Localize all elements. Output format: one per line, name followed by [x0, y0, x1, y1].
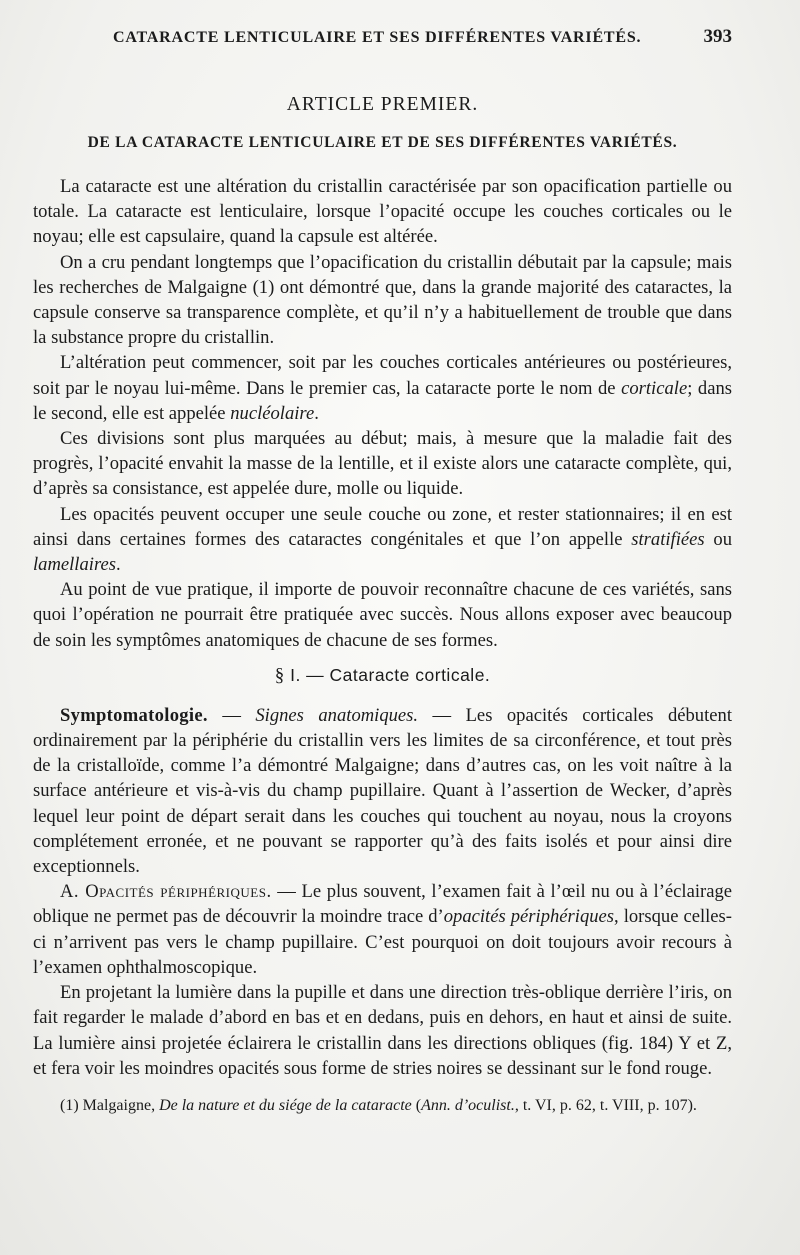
- italic-term: lamellaires: [33, 554, 116, 576]
- subsection-heading: [33, 665, 732, 687]
- run-in-heading: Symptomatologie.: [60, 704, 208, 726]
- text-run: — Le plus souvent, l’examen fait à l’œil nu ou à l’éclairage oblique ne permet pas de découvrir la moindre trace d’: [33, 881, 732, 928]
- running-head: [33, 26, 732, 56]
- text-run: .: [314, 402, 319, 424]
- section-title: DE LA CATARACTE LENTICULAIRE ET DE SES DIFFÉRENTES VARIÉTÉS.: [87, 134, 678, 151]
- paragraph: La cataracte est une altération du cristallin caractérisée par son opacification partielle ou totale. La cataracte est lenticulaire, lorsque l’opacité occupe les couches corticales ou le noyau; elle est capsulaire, quand la capsule est altérée.: [33, 176, 732, 248]
- text-run: (1) Malgaigne,: [60, 1096, 160, 1114]
- paragraph: [33, 350, 732, 426]
- text-run: .: [115, 554, 121, 576]
- paragraph: En projetant la lumière dans la pupille et dans une direction très-oblique derrière l’iris, on fait regarder le malade d’abord en bas et en dedans, puis en dehors, en haut et ainsi de suite. La lumière ainsi projetée éclairera le cristallin dans les directions obliques (fig. 184) Y et Z, et fera voir les moindres opacités sous forme de stries noires se dessinant sur le fond rouge.: [33, 982, 732, 1079]
- footnote: [33, 1095, 732, 1116]
- text-run: Les opacités peuvent occuper une seule couche ou zone, et rester stationnaires; il en est ainsi dans certaines formes des cataractes congénitales et que l’on appelle: [33, 503, 732, 550]
- text-run: ou: [704, 528, 732, 550]
- paragraph: Au point de vue pratique, il importe de pouvoir reconnaître chacune de ces variétés, sans quoi l’opération ne pourrait être pratiquée avec succès. Nous allons exposer avec beaucoup de soin les symptômes anatomiques de chacune de ses formes.: [33, 579, 732, 651]
- run-in-heading: A. Opacités périphériques.: [60, 881, 272, 903]
- page-number: 393: [703, 26, 732, 47]
- text-run: (: [411, 1096, 422, 1114]
- italic-term: corticale: [621, 377, 688, 399]
- italic-term: De la nature et du siége de la cataracte: [159, 1096, 412, 1114]
- text-run: , t. VI, p. 62, t. VIII, p. 107).: [514, 1096, 697, 1114]
- paragraph: [33, 502, 732, 578]
- paragraph: [33, 703, 732, 879]
- subsection-label: I. — Cataracte corticale.: [290, 664, 491, 685]
- paragraph: [33, 879, 732, 980]
- italic-term: opacités périphériques: [443, 906, 615, 928]
- text-run: ; dans le second, elle est appelée: [33, 377, 732, 424]
- italic-term: stratifiées: [631, 528, 705, 550]
- text-run: L’altération peut commencer, soit par les couches corticales antérieures ou postérieures, soit par le noyau lui-même. Dans le premier cas, la cataracte porte le nom de: [33, 352, 732, 399]
- article-title: ARTICLE PREMIER.: [286, 94, 479, 115]
- text-run: — Les opacités corticales débutent ordinairement par la périphérie du cristallin vers les limites de sa circonférence, et tout près de la cristalloïde, comme l’a démontré Malgaigne; dans d’autres cas, on les voit naître à la surface antérieure et vis-à-vis du champ pupillaire. Quant à l’assertion de Wecker, d’après lequel leur point de départ serait dans les couches qui touchent au noyau, nous la croyons complétement erronée, et ne pouvant se rapporter qu’à des faits isolés et pour ainsi dire exceptionnels.: [33, 704, 732, 878]
- italic-term: nucléolaire: [230, 402, 315, 424]
- paragraph: On a cru pendant longtemps que l’opacification du cristallin débutait par la capsule; mais les recherches de Malgaigne (1) ont démontré que, dans la grande majorité des cataractes, la capsule conserve sa transparence complète, et qu’il n’y a habituellement de trouble que dans la substance propre du cristallin.: [33, 251, 732, 349]
- italic-term: Signes anatomiques.: [255, 704, 419, 726]
- text-run: —: [207, 704, 256, 726]
- paragraph: Ces divisions sont plus marquées au début; mais, à mesure que la maladie fait des progrès, l’opacité envahit la masse de la lentille, et il existe alors une cataracte complète, qui, d’après sa consistance, est appelée dure, molle ou liquide.: [33, 428, 732, 500]
- body-text: [33, 174, 732, 1116]
- italic-term: Ann. d’oculist.: [421, 1096, 515, 1114]
- running-title: CATARACTE LENTICULAIRE ET SES DIFFÉRENTES VARIÉTÉS.: [113, 29, 642, 46]
- text-run: , lorsque celles-ci n’arrivent pas vers le champ pupillaire. C’est pourquoi on doit toujours avoir recours à l’examen ophthalmoscopique.: [33, 906, 732, 978]
- section-symbol: §: [274, 664, 285, 686]
